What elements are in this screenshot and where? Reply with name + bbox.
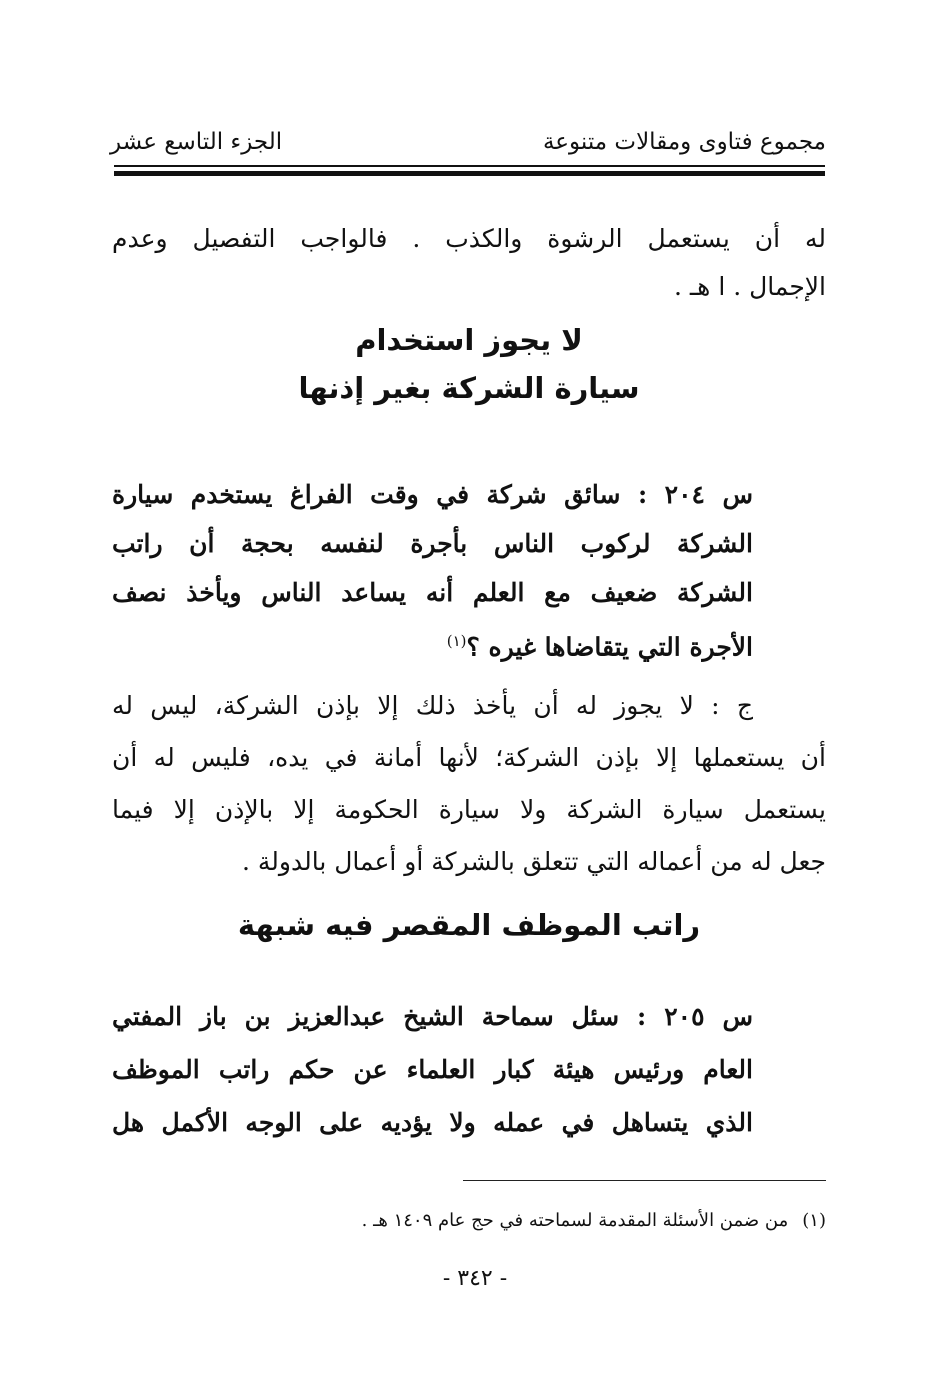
section-title-line2: سيارة الشركة بغير إذنها <box>298 371 640 405</box>
intro-paragraph <box>112 215 826 311</box>
footnote-text: من ضمن الأسئلة المقدمة لسماحته في حج عام ١٤٠٩ هـ . <box>361 1210 789 1231</box>
text-line: العام ورئيس هيئة كبار العلماء عن حكم راتب الموظف <box>112 1055 753 1084</box>
text-line: أن يستعملها إلا بإذن الشركة؛ لأنها أمانة في يده، فليس له أن <box>112 743 826 772</box>
footnote-reference: (١) <box>446 632 467 650</box>
text-line: س ٢٠٥ : سئل سماحة الشيخ عبدالعزيز بن باز المفتي <box>112 1002 753 1031</box>
footnote-rule <box>463 1180 826 1181</box>
book-title: مجموع فتاوى ومقالات متنوعة <box>542 129 826 155</box>
section-title-line1: لا يجوز استخدام <box>355 323 583 357</box>
text-line: ج : لا يجوز له أن يأخذ ذلك إلا بإذن الشركة، ليس له <box>112 691 753 720</box>
question-last-text: الأجرة التي يتقاضاها غيره ؟ <box>466 632 753 662</box>
text-line: الذي يتساهل في عمله ولا يؤديه على الوجه الأكمل هل <box>112 1108 753 1137</box>
footnote-mark: (١) <box>802 1210 826 1231</box>
text-line: له أن يستعمل الرشوة والكذب . فالواجب التفصيل وعدم <box>112 224 826 253</box>
text-line: جعل له من أعماله التي تتعلق بالشركة أو أعمال بالدولة . <box>241 847 826 876</box>
footnote <box>362 1206 826 1236</box>
running-header <box>110 124 826 160</box>
question-205 <box>112 990 753 1149</box>
text-line: الشركة ضعيف مع العلم أنه يساعد الناس ويأخذ نصف <box>112 578 753 607</box>
text-line: الإجمال . ا هـ . <box>673 272 826 301</box>
question-204 <box>112 470 753 671</box>
header-rule-thin <box>114 165 825 167</box>
section-title-2: راتب الموظف المقصر فيه شبهة <box>237 908 701 942</box>
text-line: يستعمل سيارة الشركة ولا سيارة الحكومة إلا بالإذن إلا فيما <box>112 795 826 824</box>
text-line: س ٢٠٤ : سائق شركة في وقت الفراغ يستخدم سيارة <box>112 480 753 509</box>
page-number: - ٣٤٢ - <box>442 1266 508 1291</box>
header-rule-thick <box>114 171 825 176</box>
text-line: الشركة لركوب الناس بأجرة لنفسه بحجة أن راتب <box>112 529 753 558</box>
answer-204 <box>112 680 826 888</box>
volume-label: الجزء التاسع عشر <box>110 129 283 155</box>
text-line <box>112 617 753 671</box>
